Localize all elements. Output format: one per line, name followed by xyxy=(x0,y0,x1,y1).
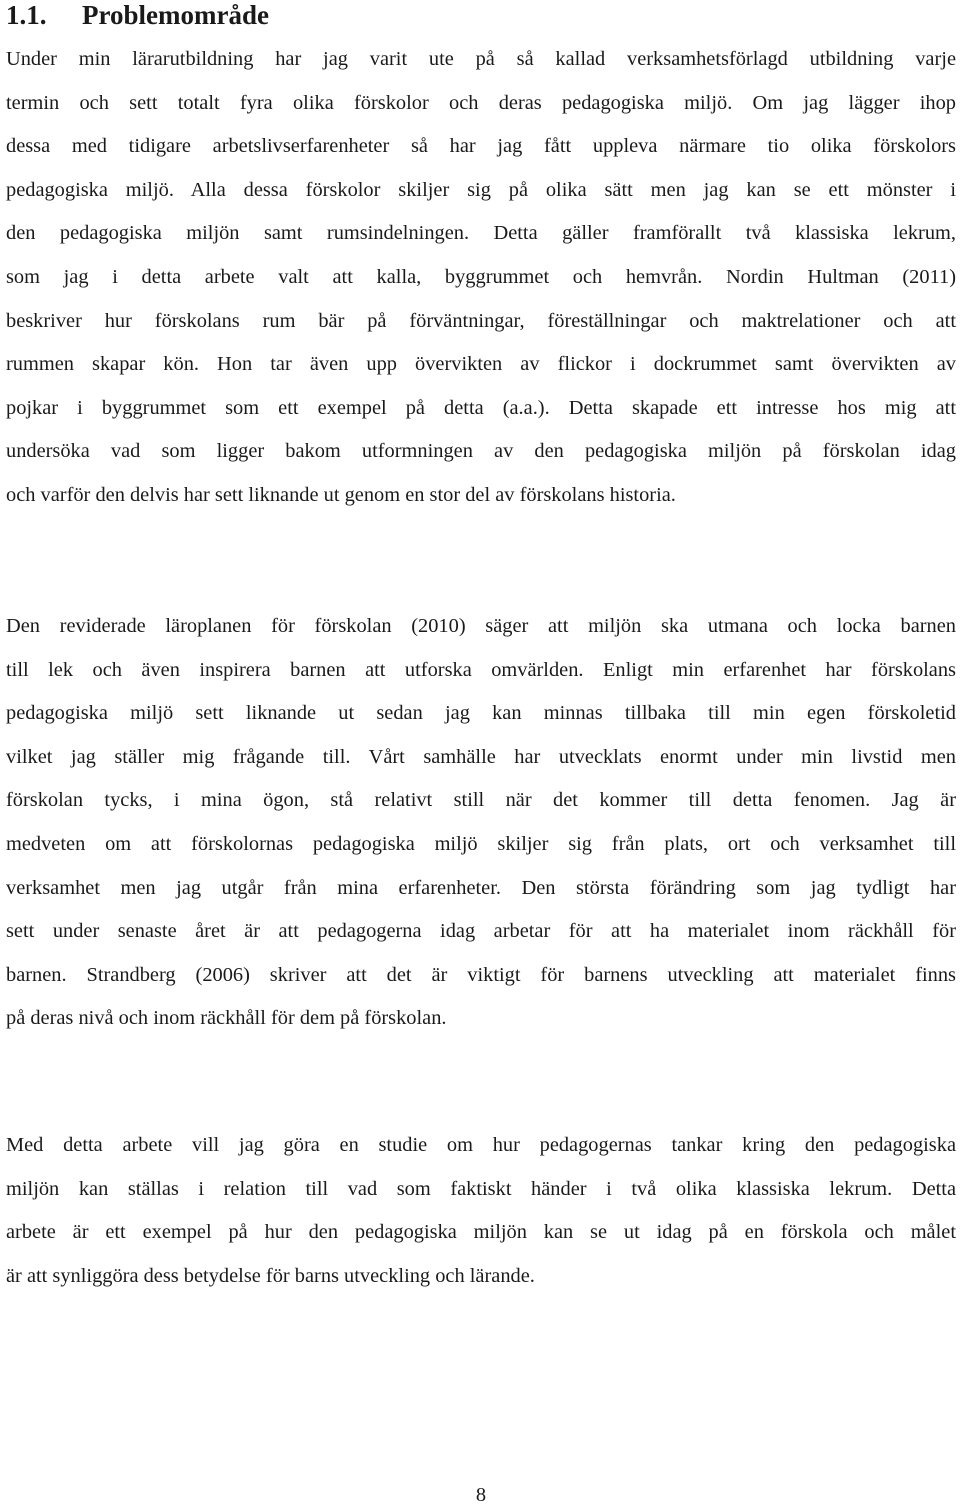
text-line xyxy=(6,910,956,954)
text-line xyxy=(6,169,956,213)
text-line-content: beskriver hur förskolans rum bär på förväntningar, föreställningar och maktrelationer och att xyxy=(6,309,956,332)
paragraph-2 xyxy=(6,605,956,1041)
text-line-content: pedagogiska miljö sett liknande ut sedan jag kan minnas tillbaka till min egen förskoletid xyxy=(6,702,956,725)
text-line-content: dessa med tidigare arbetslivserfarenheter så har jag fått uppleva närmare tio olika förskolors xyxy=(6,135,956,158)
text-line-content: på deras nivå och inom räckhåll för dem på förskolan. xyxy=(6,1007,447,1030)
text-line-content: förskolan tycks, i mina ögon, stå relativt still när det kommer till detta fenomen. Jag är xyxy=(6,789,956,812)
text-line xyxy=(6,1255,956,1299)
text-line xyxy=(6,1211,956,1255)
text-line-content: miljön kan ställas i relation till vad som faktiskt händer i två olika klassiska lekrum. Detta xyxy=(6,1177,956,1200)
section-heading xyxy=(6,0,269,30)
text-line-content: pedagogiska miljö. Alla dessa förskolor skiljer sig på olika sätt men jag kan se ett mönster i xyxy=(6,178,956,201)
text-line xyxy=(6,736,956,780)
text-line-content: är att synliggöra dess betydelse för barns utveckling och lärande. xyxy=(6,1264,535,1287)
text-line xyxy=(6,1124,956,1168)
text-line-content: arbete är ett exempel på hur den pedagogiska miljön kan se ut idag på en förskola och målet xyxy=(6,1221,956,1244)
text-line xyxy=(6,125,956,169)
text-line xyxy=(6,1168,956,1212)
text-line xyxy=(6,867,956,911)
text-line-content: Under min lärarutbildning har jag varit ute på så kallad verksamhetsförlagd utbildning varje xyxy=(6,48,956,70)
section-title: Problemområde xyxy=(82,0,269,30)
text-line xyxy=(6,779,956,823)
paragraph-3 xyxy=(6,1124,956,1298)
text-line xyxy=(6,82,956,126)
text-line-content: rummen skapar kön. Hon tar även upp övervikten av flickor i dockrummet samt övervikten av xyxy=(6,353,956,376)
text-line-content: den pedagogiska miljön samt rumsindelningen. Detta gäller framförallt två klassiska lekrum, xyxy=(6,222,956,245)
text-line-content: verksamhet men jag utgår från mina erfarenheter. Den största förändring som jag tydligt har xyxy=(6,876,956,899)
paragraph-1 xyxy=(6,38,956,518)
text-line xyxy=(6,256,956,300)
text-line xyxy=(6,38,956,82)
text-line xyxy=(6,300,956,344)
text-line xyxy=(6,605,956,649)
text-line-content: och varför den delvis har sett liknande ut genom en stor del av förskolans historia. xyxy=(6,483,676,506)
text-line xyxy=(6,430,956,474)
text-line xyxy=(6,954,956,998)
text-line xyxy=(6,387,956,431)
text-line-content: termin och sett totalt fyra olika förskolor och deras pedagogiska miljö. Om jag lägger ihop xyxy=(6,91,956,114)
text-line-content: barnen. Strandberg (2006) skriver att det är viktigt för barnens utveckling att materialet finns xyxy=(6,963,956,986)
text-line-content: som jag i detta arbete valt att kalla, byggrummet och hemvrån. Nordin Hultman (2011) xyxy=(6,265,956,288)
section-number: 1.1. xyxy=(6,0,47,30)
text-line xyxy=(6,692,956,736)
text-line-content: vilket jag ställer mig frågande till. Vårt samhälle har utvecklats enormt under min livstid men xyxy=(6,745,956,768)
page-number: 8 xyxy=(475,1484,487,1506)
text-line xyxy=(6,474,956,518)
text-line-content: sett under senaste året är att pedagogerna idag arbetar för att ha materialet inom räckhåll för xyxy=(6,920,956,943)
text-line-content: pojkar i byggrummet som ett exempel på detta (a.a.). Detta skapade ett intresse hos mig att xyxy=(6,396,956,419)
text-line-content: undersöka vad som ligger bakom utformningen av den pedagogiska miljön på förskolan idag xyxy=(6,440,956,463)
text-line-content: Med detta arbete vill jag göra en studie om hur pedagogernas tankar kring den pedagogiska xyxy=(6,1134,956,1156)
text-line-content: till lek och även inspirera barnen att utforska omvärlden. Enligt min erfarenhet har förskolans xyxy=(6,658,956,681)
text-line xyxy=(6,212,956,256)
text-line-content: medveten om att förskolornas pedagogiska miljö skiljer sig från plats, ort och verksamhet till xyxy=(6,832,956,855)
document-page xyxy=(6,0,956,1509)
text-line xyxy=(6,343,956,387)
text-line-content: Den reviderade läroplanen för förskolan (2010) säger att miljön ska utmana och locka barnen xyxy=(6,615,956,637)
text-line xyxy=(6,997,956,1041)
text-line xyxy=(6,823,956,867)
text-line xyxy=(6,649,956,693)
